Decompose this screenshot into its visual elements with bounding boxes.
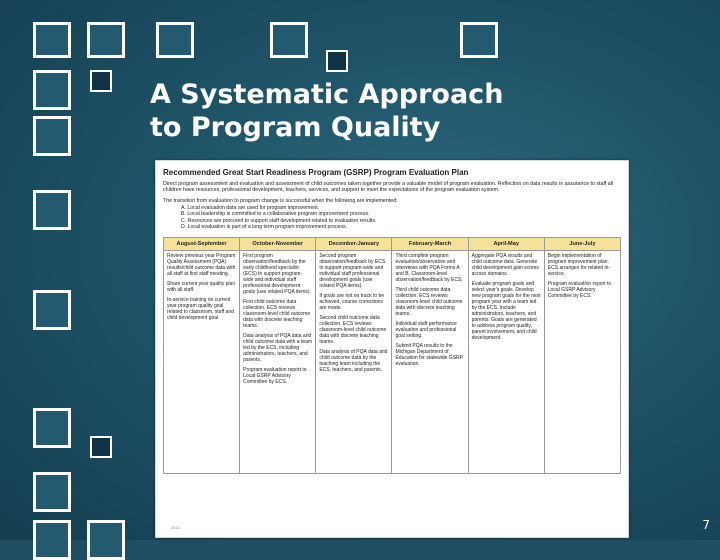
cell-text: Review previous year Program Quality Assessment (PQA) results/child outcome data with all staff at first staff meeting. xyxy=(167,253,236,278)
cell-text: Share current year quality plan with all staff. xyxy=(167,281,236,294)
cell-text: Third child outcome data collection. ECS reviews classroom-level child outcome data with discrete teaching teams. xyxy=(395,287,463,318)
document-paragraph: Direct program assessment and evaluation and assessment of child outcomes taken together provide a valuable model of program evaluation. Reflection on data results in assurance to staff all children have resources, professional development, teachers, services, and support to meet the expectations of the program evaluation system. xyxy=(163,181,614,194)
decorative-square xyxy=(90,436,112,458)
decorative-square xyxy=(90,70,112,92)
decorative-square xyxy=(33,290,71,330)
decorative-square xyxy=(33,70,71,110)
table-cell xyxy=(240,251,316,474)
cell-text: First child outcome data collection. ECS reviews classroom-level child outcome data with discrete teaching teams. xyxy=(243,299,311,330)
cell-text: Individual staff performance evaluation and professional goal setting. xyxy=(395,321,457,340)
cell-text: First program observation/feedback by the early childhood specialist (ECS) to support program-wide and individual staff professional development goals (use related PQA items). xyxy=(243,253,311,296)
cell-text: Submit PQA results to the Michigan Department of Education for statewide GSRP evaluation. xyxy=(395,343,463,368)
decorative-square xyxy=(87,520,125,560)
table-cell xyxy=(316,251,392,474)
decorative-square xyxy=(33,116,71,156)
document-intro: The transition from evaluation to program change is successful when the following are implemented: xyxy=(163,197,398,204)
decorative-square xyxy=(33,520,71,560)
document-list xyxy=(181,205,621,230)
cell-text: Third complete program evaluation/observation and interviews with PQA Forms A and B. Classroom-level observation/feedback by ECS. xyxy=(395,253,463,284)
decorative-square xyxy=(156,22,194,58)
column-header: February-March xyxy=(392,238,468,251)
table-cell xyxy=(164,251,240,474)
column-header: December-January xyxy=(316,238,392,251)
table-header-row xyxy=(164,238,621,251)
cell-text: Begin implementation of program improvement plan. ECS arranges for related in-service. xyxy=(547,253,611,278)
cell-text: Program evaluation report to Local GSRP Advisory Committee by ECS. xyxy=(243,367,307,386)
cell-text: Evaluate program goals and select year's goals. Develop new program goals for the next program year with a team led by the ECS. Include administrators, teachers, and parents. Goals are generated to address program quality, parent involvement, and child development. xyxy=(471,281,541,342)
cell-text: If goals are not on track to be achieved, course corrections are made. xyxy=(319,293,385,312)
slide-title: A Systematic Approach to Program Quality xyxy=(150,79,504,143)
column-header: August-September xyxy=(164,238,240,251)
list-item: D. Local evaluation is part of a long term program improvement process. xyxy=(181,223,348,230)
document-title: Recommended Great Start Readiness Program (GSRP) Program Evaluation Plan xyxy=(163,168,469,177)
decorative-square xyxy=(326,50,348,72)
list-item: A. Local evaluation data are used for program improvement. xyxy=(181,205,320,212)
document-footer-note: 2011 xyxy=(171,525,180,530)
column-header: April-May xyxy=(468,238,544,251)
decorative-square xyxy=(270,22,308,58)
decorative-square xyxy=(33,408,71,448)
decorative-square xyxy=(33,22,71,58)
table-cell xyxy=(544,251,620,474)
cell-text: In-service training on current year program quality goal related to classroom, staff and child development goal. xyxy=(167,297,234,322)
cell-text: Aggregate PQA results and child outcome data. Generate child development gain scores across domains. xyxy=(471,253,539,278)
decorative-square xyxy=(87,22,125,58)
column-header: June-July xyxy=(544,238,620,251)
table-cell xyxy=(468,251,544,474)
decorative-square xyxy=(33,472,71,512)
cell-text: Program evaluation report to Local GSRP Advisory Committee by ECS. xyxy=(547,281,612,300)
decorative-square xyxy=(460,22,498,58)
decorative-square xyxy=(33,190,71,230)
evaluation-plan-table xyxy=(163,237,621,474)
program-evaluation-plan-document xyxy=(155,160,629,538)
list-item: B. Local leadership is committed to a collaborative program improvement process. xyxy=(181,211,370,218)
table-cell xyxy=(392,251,468,474)
column-header: October-November xyxy=(240,238,316,251)
cell-text: Data analysis of PQA data and child outcome data by the teaching team including the ECS, teachers, and parents. xyxy=(319,349,388,374)
list-item: C. Resources are procured to support staff development related to evaluation results. xyxy=(181,217,377,224)
cell-text: Data analysis of PQA data and child outcome data with a team led by the ECS, including administrators, teachers, and parents. xyxy=(243,333,313,364)
page-number: 7 xyxy=(702,518,710,532)
cell-text: Second child outcome data collection. ECS reviews classroom-level child outcome data with discrete teaching teams. xyxy=(319,315,387,346)
cell-text: Second program observation/feedback by ECS to support program-wide and individual staff professional development goals (use related PQA items). xyxy=(319,253,386,290)
table-row xyxy=(164,251,621,474)
